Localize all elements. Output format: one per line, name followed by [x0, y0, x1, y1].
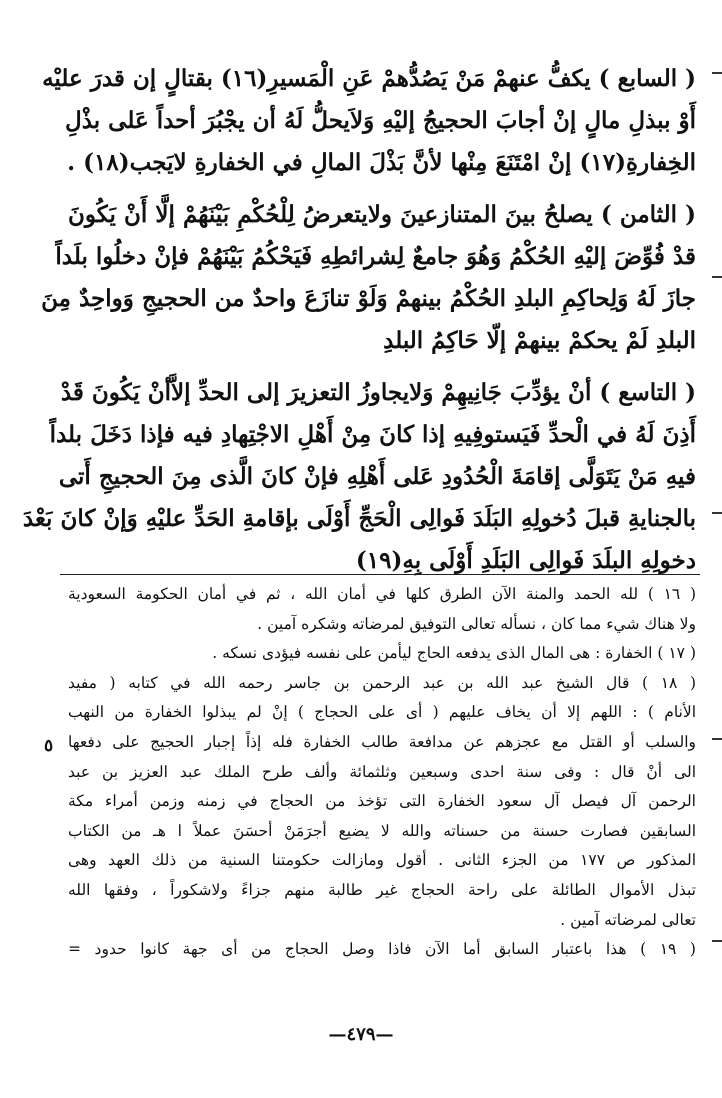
text-line: قدْ فُوِّضَ إليْهِ الحُكْمُ وَهُوَ جامعٌ لِشرائطِهِ فَيَحْكُمُ بَيْنَهُمْ فإنْ دخلُوا بلَداً [55, 243, 696, 270]
text-line: الخِفارةِ(١٧) إنْ امْتَنَعَ مِنْها لأنَّ بَذْلَ المالِ في الخفارةِ لايَجب(١٨) . [67, 149, 696, 176]
footnote-line: ( ١٨ ) قال الشيخ عبد الله بن عبد الرحمن بن جاسر رحمه الله في كتابه ( مفيد [68, 673, 696, 692]
footnote-line: والسلب أو القتل مع عجزهم عن مدافعة طالب الخفارة فله إذاً إجبار الحجيج على دفعها [68, 732, 696, 751]
footnote-19 [68, 935, 696, 965]
footnotes [68, 580, 696, 965]
text-line: بالجنايةِ قبلَ دُخولِهِ البَلَدَ فَوالِى الْحَجِّ أَوْلَى بإقامةِ الحَدِّ عليْهِ وَإنْ كانَ بَعْدَ [22, 505, 696, 532]
footnote-line: السابقين فصارت حسنة من حسناته والله لا يضيع أجرَمَنْ أحسَنَ عملاً ا هـ من الكتاب [68, 821, 696, 840]
footnote-line: تبذل الأموال الطائلة على راحة الحجاج غير طالبة منهم جزاءً ولاشكوراً ، وفقها الله [68, 880, 696, 899]
page-number: —٤٧٩— [328, 1024, 394, 1045]
main-text [22, 58, 696, 592]
footnote-line: الرحمن آل فيصل آل سعود الخفارة التى تؤخذ من الحجاج في زمنه وزمن أمراء مكة [68, 792, 696, 811]
footnote-line: ( ١٧ ) الخفارة : هى المال الذى يدفعه الحاج ليأمن على نفسه فيؤدى نسكه . [212, 644, 696, 663]
margin-number: ٥ [44, 736, 54, 756]
text-line: فيهِ مَنْ يَتَوَلَّى إقامَةَ الْحُدُودِ عَلى أَهْلِهِ فإنْ كانَ الَّذى مِنَ الحجيجِ أَتى [58, 463, 696, 490]
paragraph-seventh [42, 58, 696, 184]
text-line: دخولِهِ البلَدَ فَوالِى البَلَدِ أَوْلَى بِهِ(١٩) [355, 547, 696, 574]
margin-tick [712, 940, 722, 942]
footnote-line: ولا هناك شيء مما كان ، نسأله تعالى التوفيق لمرضاته وشكره آمين . [257, 614, 696, 633]
footnote-line: ( ١٩ ) هذا باعتبار السابق أما الآن فاذا وصل الحجاج من أى جهة كانوا حدود = [68, 940, 696, 959]
footnote-line: تعالى لمرضاته آمين . [560, 910, 696, 929]
margin-tick [712, 276, 722, 278]
footnote-17 [68, 639, 696, 669]
text-line: جازَ لَهُ وَلِحاكِمِ البلدِ الحُكْمُ بينهمْ وَلَوْ تنازَعَ واحدٌ من الحجيجِ وَواحِدٌ مِنَ [41, 285, 696, 312]
margin-tick [712, 738, 722, 740]
footnote-divider [60, 574, 700, 575]
margin-tick [712, 512, 722, 514]
footnote-18 [68, 669, 696, 935]
text-line: ( التاسع ) أنْ يؤدِّبَ جَانِيهِمْ وَلايجاوزُ التعزيرَ إلى الحدِّ إلاَّأنْ يَكُونَ قَدْ [60, 379, 696, 406]
footnote-16 [68, 580, 696, 639]
text-line: البلدِ لَمْ يحكمْ بينهمْ إلّا حَاكِمُ البلدِ [383, 327, 696, 354]
text-line: أَوْ ببذلِ مالٍ إنْ أجابَ الحجيجُ إليْهِ وَلاَيحلُّ لَهُ أن يجْبُرَ أحداً عَلى بذْلِ [64, 107, 696, 134]
paragraph-ninth [22, 372, 696, 582]
text-line: ( السابع ) يكفُّ عنهمْ مَنْ يَصُدُّهمْ عَنِ الْمَسيرِ(١٦) بقتالٍ إن قدرَ عليْه [42, 65, 696, 92]
footnote-line: ( ١٦ ) لله الحمد والمنة الآن الطرق كلها في أمان الله ، ثم في أمان الحكومة السعودية [68, 585, 696, 603]
paragraph-eighth [41, 194, 696, 362]
footnote-line: الى أنْ قال : وفى سنة احدى وسبعين وثلثمائة وألف طرح الملك عبد العزيز بن عبد [68, 762, 696, 781]
text-line: أَذِنَ لَهُ في الْحدِّ فَيَستوفِيهِ إذا كانَ مِنْ أَهْلِ الاجْتِهادِ فيه فإذا دَخَلَ بلداً [49, 421, 696, 448]
footnote-line: المذكور ص ١٧٧ من الجزء الثانى . أقول ومازالت حكومتنا السنية من ذلك العهد وهى [68, 851, 696, 870]
margin-tick [712, 72, 722, 74]
footnote-line: الأنام ) : اللهم إلا أن يخاف عليهم ( أى على الحجاج ) إنْ لم يبذلوا الخفارة من النهب [68, 703, 696, 722]
text-line: ( الثامن ) يصلحُ بينَ المتنازعينَ ولايتعرضُ لِلْحُكْمِ بَيْنَهُمْ إلَّا أَنْ يَكُونَ [68, 201, 696, 228]
